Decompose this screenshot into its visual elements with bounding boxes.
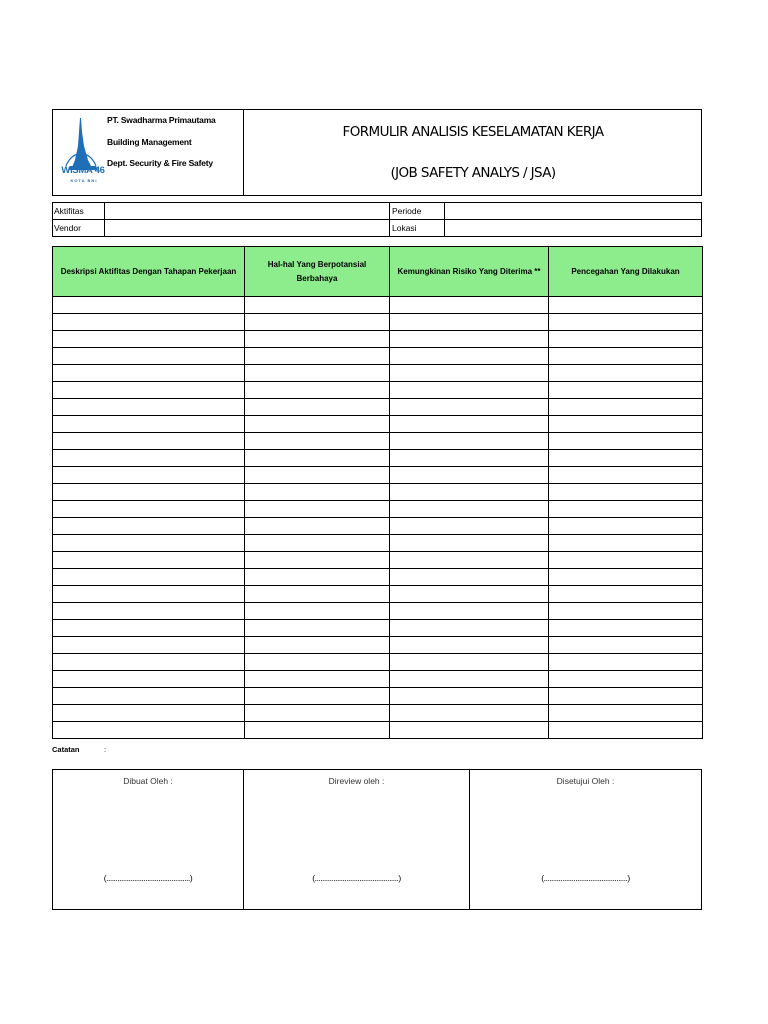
table-cell[interactable] [549,331,703,348]
table-cell[interactable] [245,399,390,416]
table-cell[interactable] [245,569,390,586]
table-cell[interactable] [549,688,703,705]
table-cell[interactable] [245,671,390,688]
table-cell[interactable] [53,569,245,586]
table-cell[interactable] [390,671,549,688]
table-cell[interactable] [390,535,549,552]
table-cell[interactable] [390,552,549,569]
table-cell[interactable] [53,297,245,314]
table-cell[interactable] [549,450,703,467]
table-cell[interactable] [390,433,549,450]
column-header-pencegahan: Pencegahan Yang Dilakukan [549,247,703,297]
table-cell[interactable] [53,501,245,518]
table-row [53,433,703,450]
info-col-divider [104,202,105,237]
reviewed-signature-line[interactable]: (.............................................) [312,873,401,883]
table-cell[interactable] [390,399,549,416]
table-cell[interactable] [245,722,390,739]
table-cell[interactable] [53,365,245,382]
table-row [53,722,703,739]
table-row [53,518,703,535]
table-cell[interactable] [53,671,245,688]
table-cell[interactable] [53,348,245,365]
info-col-divider [444,202,445,237]
table-cell[interactable] [549,467,703,484]
table-cell[interactable] [245,314,390,331]
lokasi-label: Lokasi [392,223,417,233]
table-cell[interactable] [53,314,245,331]
wisma-46-logo [58,116,108,188]
table-cell[interactable] [245,348,390,365]
table-cell[interactable] [245,637,390,654]
approved-by-label: Disetujui Oleh : [556,776,615,786]
table-row [53,382,703,399]
table-row [53,348,703,365]
table-row [53,467,703,484]
periode-field[interactable] [448,206,698,218]
table-cell[interactable] [390,518,549,535]
table-cell[interactable] [390,297,549,314]
table-cell[interactable] [245,586,390,603]
table-cell[interactable] [390,501,549,518]
table-cell[interactable] [549,484,703,501]
vendor-field[interactable] [108,223,386,235]
table-cell[interactable] [549,348,703,365]
table-cell[interactable] [390,416,549,433]
table-cell[interactable] [53,416,245,433]
table-cell[interactable] [53,399,245,416]
table-row [53,416,703,433]
table-row [53,552,703,569]
jsa-table [52,246,703,739]
table-cell[interactable] [245,297,390,314]
table-cell[interactable] [53,433,245,450]
table-cell[interactable] [245,705,390,722]
table-row [53,331,703,348]
prepared-by-label: Dibuat Oleh : [123,776,173,786]
table-cell[interactable] [390,365,549,382]
table-cell[interactable] [549,535,703,552]
logo-subtext: KOTA BNI [70,178,98,183]
table-cell[interactable] [390,705,549,722]
table-cell[interactable] [549,365,703,382]
table-cell[interactable] [245,467,390,484]
table-cell[interactable] [53,552,245,569]
table-cell[interactable] [245,620,390,637]
table-cell[interactable] [53,620,245,637]
table-row [53,297,703,314]
table-cell[interactable] [549,433,703,450]
table-cell[interactable] [549,314,703,331]
table-cell[interactable] [549,399,703,416]
table-cell[interactable] [245,416,390,433]
table-cell[interactable] [390,654,549,671]
table-cell[interactable] [245,603,390,620]
header-divider [243,109,244,196]
table-cell[interactable] [245,484,390,501]
table-cell[interactable] [53,382,245,399]
signoff-prepared [53,770,244,909]
table-row [53,399,703,416]
table-cell[interactable] [390,586,549,603]
table-cell[interactable] [549,501,703,518]
table-cell[interactable] [245,518,390,535]
table-cell[interactable] [245,433,390,450]
table-cell[interactable] [53,331,245,348]
table-cell[interactable] [53,603,245,620]
department-name: Dept. Security & Fire Safety [107,158,213,168]
form-subtitle: (JOB SAFETY ANALYS / JSA) [390,165,556,181]
table-row [53,705,703,722]
table-cell[interactable] [549,603,703,620]
table-header-row [53,247,703,297]
table-cell[interactable] [53,637,245,654]
notes-label: Catatan [52,745,80,754]
table-cell[interactable] [53,654,245,671]
table-cell[interactable] [390,348,549,365]
approved-signature-line[interactable]: (.............................................) [541,873,630,883]
table-row [53,535,703,552]
table-cell[interactable] [549,518,703,535]
table-row [53,671,703,688]
prepared-signature-line[interactable]: (.............................................) [103,873,193,883]
table-cell[interactable] [390,620,549,637]
table-row [53,569,703,586]
table-cell[interactable] [53,722,245,739]
company-name: PT. Swadharma Primautama [107,115,216,125]
info-col-divider [389,202,390,237]
table-cell[interactable] [549,552,703,569]
table-cell[interactable] [245,654,390,671]
periode-label: Periode [392,206,422,216]
table-cell[interactable] [390,467,549,484]
table-row [53,450,703,467]
table-row [53,637,703,654]
table-row [53,484,703,501]
table-row [53,501,703,518]
signoff-reviewed [244,770,470,909]
table-row [53,620,703,637]
table-cell[interactable] [53,535,245,552]
table-cell[interactable] [549,705,703,722]
table-cell[interactable] [390,382,549,399]
reviewed-by-label: Direview oleh : [328,776,385,786]
signoff-block [52,769,702,910]
column-header-risiko: Kemungkinan Risiko Yang Diterima ** [390,247,549,297]
table-cell[interactable] [53,586,245,603]
aktifitas-label: Aktifitas [54,206,84,216]
notes-colon: : [104,745,107,754]
table-cell[interactable] [390,722,549,739]
table-row [53,603,703,620]
logo-text: WISMA 46 [61,165,105,176]
table-row [53,365,703,382]
division-name: Building Management [107,137,192,147]
table-cell[interactable] [390,603,549,620]
table-cell[interactable] [549,586,703,603]
table-row [53,314,703,331]
table-cell[interactable] [390,637,549,654]
lokasi-field[interactable] [448,223,698,235]
signoff-approved [470,770,701,909]
table-cell[interactable] [390,450,549,467]
table-cell[interactable] [53,467,245,484]
table-cell[interactable] [549,297,703,314]
table-cell[interactable] [53,705,245,722]
table-cell[interactable] [53,518,245,535]
table-cell[interactable] [245,382,390,399]
table-cell[interactable] [245,331,390,348]
table-cell[interactable] [245,688,390,705]
table-cell[interactable] [549,569,703,586]
table-cell[interactable] [549,671,703,688]
table-cell[interactable] [390,569,549,586]
aktifitas-field[interactable] [108,206,386,218]
table-cell[interactable] [53,688,245,705]
form-title: FORMULIR ANALISIS KESELAMATAN KERJA [342,124,604,140]
table-cell[interactable] [245,450,390,467]
table-cell[interactable] [549,722,703,739]
column-header-bahaya: Hal-hal Yang Berpotansial Berbahaya [245,247,390,297]
table-row [53,654,703,671]
column-header-deskripsi: Deskripsi Aktifitas Dengan Tahapan Pekerjaan [53,247,245,297]
info-row-divider [52,219,702,220]
table-row [53,688,703,705]
table-cell[interactable] [245,535,390,552]
table-cell[interactable] [245,552,390,569]
table-cell[interactable] [390,314,549,331]
table-cell[interactable] [549,416,703,433]
table-cell[interactable] [549,637,703,654]
table-cell[interactable] [390,331,549,348]
table-cell[interactable] [245,365,390,382]
table-cell[interactable] [390,484,549,501]
table-row [53,586,703,603]
table-cell[interactable] [245,501,390,518]
table-cell[interactable] [390,688,549,705]
table-cell[interactable] [549,382,703,399]
table-cell[interactable] [53,450,245,467]
table-cell[interactable] [549,620,703,637]
table-cell[interactable] [53,484,245,501]
vendor-label: Vendor [54,223,81,233]
table-cell[interactable] [549,654,703,671]
